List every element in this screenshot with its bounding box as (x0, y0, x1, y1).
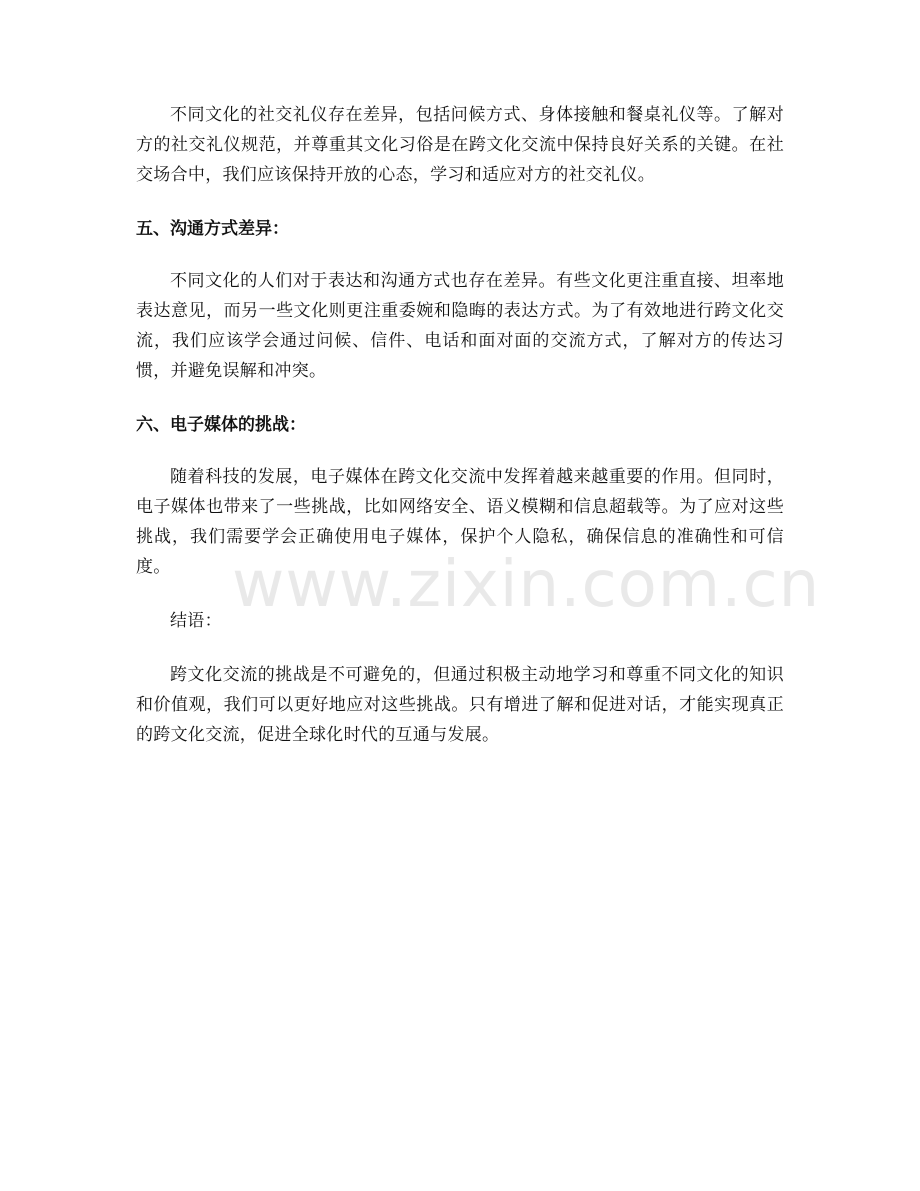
section-heading-electronic-media: 六、电子媒体的挑战： (136, 415, 306, 435)
paragraph-electronic-media: 随着科技的发展，电子媒体在跨文化交流中发挥着越来越重要的作用。但同时，电子媒体也带来了一些挑战，比如网络安全、语义模糊和信息超载等。为了应对这些挑战，我们需要学会正确使用电子媒体，保护个人隐私，确保信息的准确性和可信度。 (136, 467, 784, 577)
document-body (136, 100, 784, 750)
paragraph-communication: 不同文化的人们对于表达和沟通方式也存在差异。有些文化更注重直接、坦率地表达意见，而另一些文化则更注重委婉和隐晦的表达方式。为了有效地进行跨文化交流，我们应该学会通过问候、信件、电话和面对面的交流方式，了解对方的传达习惯，并避免误解和冲突。 (136, 271, 784, 381)
watermark: www.zixin.com.cn (232, 548, 821, 622)
paragraph-social-etiquette: 不同文化的社交礼仪存在差异，包括问候方式、身体接触和餐桌礼仪等。了解对方的社交礼仪规范，并尊重其文化习俗是在跨文化交流中保持良好关系的关键。在社交场合中，我们应该保持开放的心态，学习和适应对方的社交礼仪。 (136, 105, 784, 185)
conclusion-label: 结语： (170, 611, 222, 631)
section-heading-communication: 五、沟通方式差异： (136, 219, 289, 239)
paragraph-conclusion: 跨文化交流的挑战是不可避免的，但通过积极主动地学习和尊重不同文化的知识和价值观，我们可以更好地应对这些挑战。只有增进了解和促进对话，才能实现真正的跨文化交流，促进全球化时代的互通与发展。 (136, 665, 784, 745)
